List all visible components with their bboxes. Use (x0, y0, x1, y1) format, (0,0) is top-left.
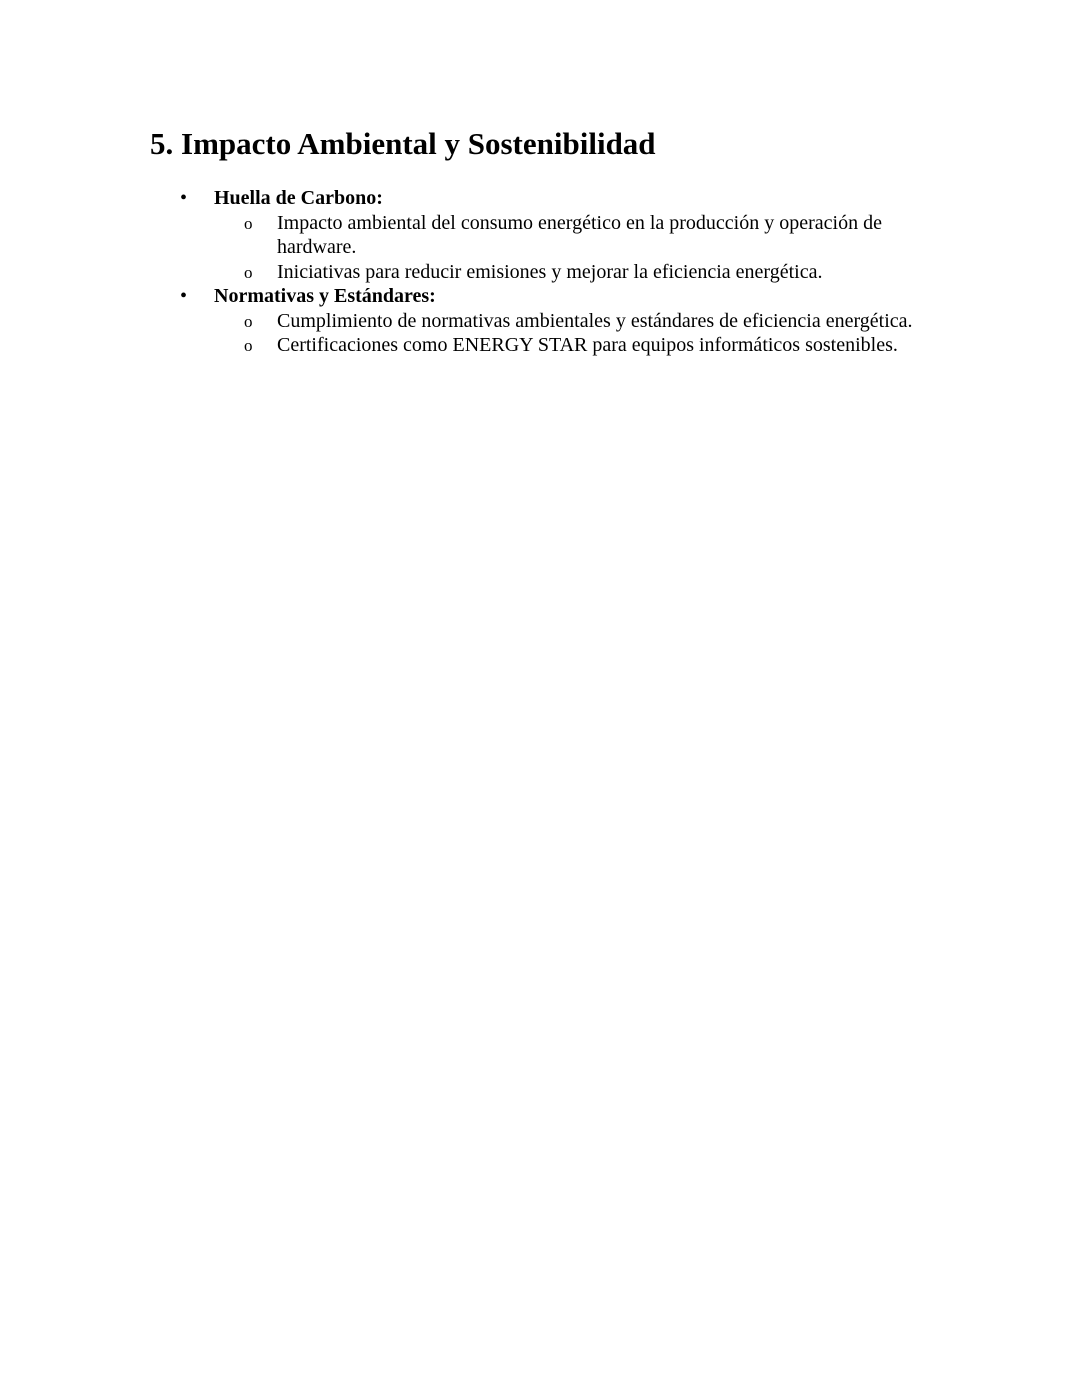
subtopic-text: Cumplimiento de normativas ambientales y estándares de eficiencia energética. (277, 309, 913, 332)
subtopic-text: Certificaciones como ENERGY STAR para equipos informáticos sostenibles. (277, 334, 898, 356)
circle-bullet-icon: o (244, 311, 253, 331)
subtopic-list (0, 309, 1080, 358)
bullet-icon: • (180, 285, 188, 307)
subtopic-list (0, 211, 1080, 285)
topic-label: Normativas y Estándares: (214, 285, 436, 307)
list-item (0, 260, 1080, 285)
bullet-icon: • (180, 187, 188, 209)
subtopic-text: Iniciativas para reducir emisiones y mejorar la eficiencia energética. (277, 260, 823, 283)
circle-bullet-icon: o (244, 262, 253, 282)
circle-bullet-icon: o (244, 213, 253, 233)
list-item (0, 309, 1080, 334)
list-item (0, 211, 1080, 260)
subtopic-text: Impacto ambiental del consumo energético en la producción y operación de hardware. (277, 211, 882, 258)
list-item-normativas-y-estandares (0, 284, 1080, 358)
topic-label: Huella de Carbono: (214, 187, 383, 209)
circle-bullet-icon: o (244, 336, 253, 355)
section-heading: 5. Impacto Ambiental y Sostenibilidad (150, 126, 656, 161)
list-item (0, 333, 1080, 358)
topic-list (0, 186, 1080, 358)
list-item-huella-de-carbono (0, 186, 1080, 284)
